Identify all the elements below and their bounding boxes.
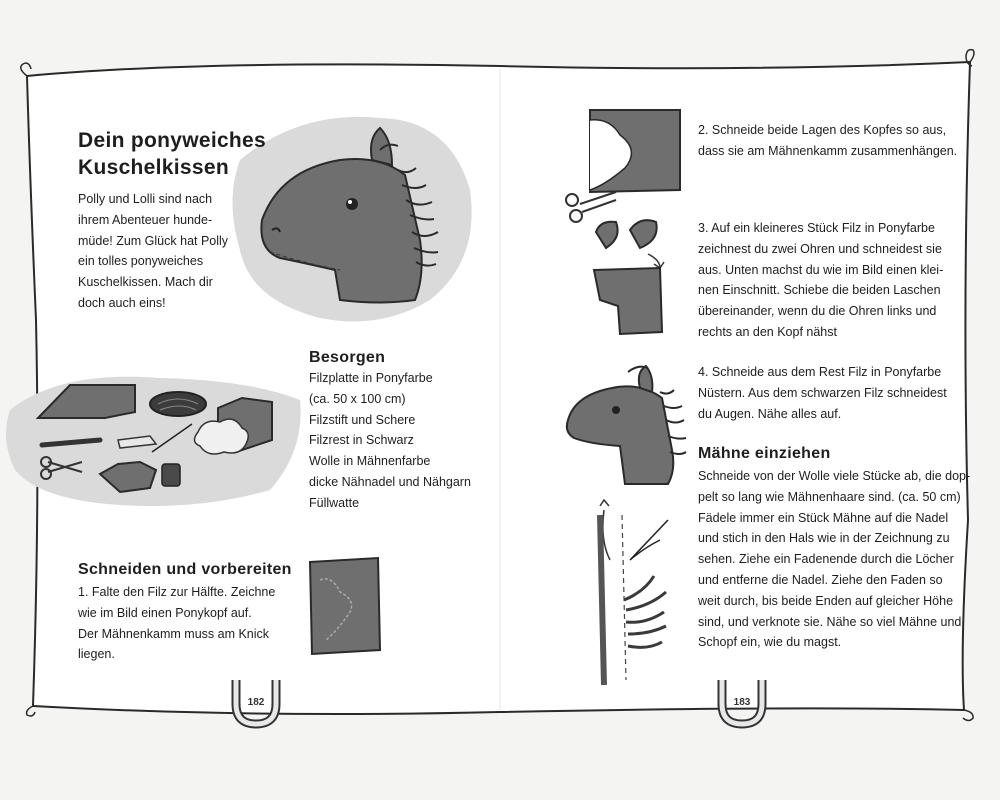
mane-line: sind, und verknote sie. Nähe so viel Mähne und	[698, 614, 962, 629]
intro-line: müde! Zum Glück hat Polly	[78, 233, 229, 248]
materials-heading: Besorgen	[309, 349, 386, 366]
step-3-line: rechts an den Kopf nähst	[698, 324, 837, 339]
materials-illustration	[6, 377, 301, 506]
material-item: Filzplatte in Ponyfarbe	[309, 371, 433, 385]
intro-line: ein tolles ponyweiches	[78, 254, 204, 269]
step-4-line: 4. Schneide aus dem Rest Filz in Ponyfarbe	[698, 365, 942, 379]
intro-line: ihrem Abenteuer hunde-	[78, 212, 213, 227]
page-title	[78, 127, 266, 181]
folded-felt-illustration	[310, 558, 380, 654]
cut-head-illustration	[566, 110, 680, 222]
step-2-text	[698, 120, 957, 162]
mane-text	[698, 466, 970, 653]
ear-left	[596, 222, 618, 248]
intro-line: Kuschelkissen. Mach dir	[78, 275, 213, 290]
neck-edge	[600, 515, 604, 685]
folded-felt	[310, 558, 380, 654]
page-number-left: 182	[247, 697, 265, 708]
intro-line: doch auch eins!	[78, 295, 166, 310]
mane-line: und entferne die Nadel. Ziehe den Faden so	[698, 572, 943, 587]
step-3-line: 3. Auf ein kleineres Stück Filz in Ponyfarbe	[698, 221, 935, 235]
ears-illustration	[594, 220, 664, 334]
mane-sewing-illustration	[600, 500, 668, 685]
material-item: Filzrest in Schwarz	[309, 433, 414, 448]
mane-line: pelt so lang wie Mähnenhaare sind. (ca. 50 cm)	[698, 489, 961, 504]
ear-right	[630, 220, 657, 248]
step-4-text	[698, 362, 947, 424]
mane-line: und stich in den Hals wie in der Zeichnung zu	[698, 531, 950, 546]
intro-line: Polly und Lolli sind nach	[78, 192, 213, 206]
title-line: Dein ponyweiches	[78, 129, 267, 152]
materials-list	[309, 368, 471, 514]
cut-heading: Schneiden und vorbereiten	[78, 561, 292, 578]
pony-eye	[346, 198, 358, 210]
step-4-line: du Augen. Nähe alles auf.	[698, 406, 842, 421]
needle-thread	[630, 520, 668, 560]
dashed-seam	[622, 515, 626, 680]
material-item: Wolle in Mähnenfarbe	[309, 454, 431, 469]
pony-pillow-illustration	[233, 117, 472, 322]
material-item: Füllwatte	[309, 495, 360, 510]
scissors-icon	[566, 192, 616, 222]
step-1-text	[78, 582, 275, 665]
step-1-line: 1. Falte den Filz zur Hälfte. Zeichne	[78, 585, 276, 599]
step-1-line: liegen.	[78, 647, 115, 662]
material-item: Filzstift und Schere	[309, 412, 416, 427]
step-3-text	[698, 218, 943, 343]
step-2-line: dass sie am Mähnenkamm zusammenhängen.	[698, 143, 958, 158]
finished-head	[567, 386, 673, 484]
mane-line: Fädele immer ein Stück Mähne auf die Nadel	[698, 510, 949, 525]
step-3-line: nen Einschnitt. Schiebe die beiden Laschen	[698, 283, 941, 298]
title-line: Kuschelkissen	[78, 156, 229, 179]
step-3-line: aus. Unten machst du wie im Bild einen klei-	[698, 262, 944, 277]
step-1-line: wie im Bild einen Ponykopf auf.	[78, 605, 252, 620]
step-1-line: Der Mähnenkamm muss am Knick	[78, 626, 270, 641]
step-3-line: übereinander, wenn du die Ohren links und	[698, 304, 937, 319]
mane-heading: Mähne einziehen	[698, 445, 831, 462]
filling-wool	[194, 419, 248, 454]
arrow-down	[648, 254, 664, 268]
step-2-line: 2. Schneide beide Lagen des Kopfes so aus,	[698, 123, 947, 137]
step-4-line: Nüstern. Aus dem schwarzen Filz schneidest	[698, 385, 947, 400]
intro-text	[78, 189, 228, 314]
mane-line: weit durch, bis beide Enden auf gleicher Höhe	[698, 593, 954, 608]
mane-line: Schopf ein, wie du magst.	[698, 635, 842, 650]
mane-line: Schneide von der Wolle viele Stücke ab, die dop-	[698, 469, 971, 483]
step-3-line: zeichnest du zwei Ohren und schneidest sie	[698, 241, 942, 256]
material-item: dicke Nähnadel und Nähgarn	[309, 474, 471, 489]
mane-strands	[624, 576, 666, 647]
material-item: (ca. 50 x 100 cm)	[309, 391, 406, 406]
thread-spool	[162, 464, 180, 486]
finished-head-illustration	[567, 366, 686, 484]
neck-cutout	[594, 268, 662, 334]
page-number-right: 183	[733, 697, 751, 708]
mane-line: sehen. Ziehe ein Fadenende durch die Löcher	[698, 552, 954, 567]
